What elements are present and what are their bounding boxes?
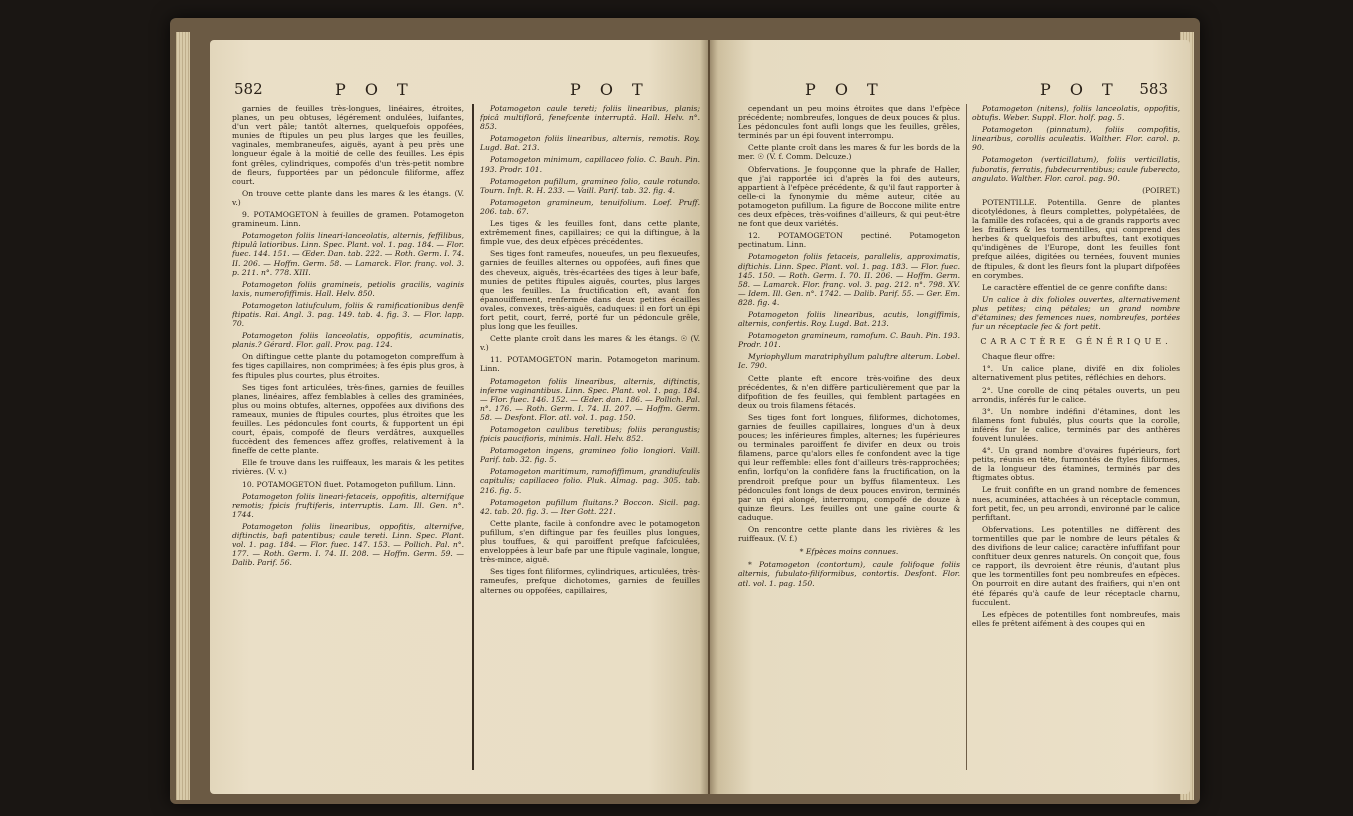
open-book	[170, 18, 1200, 804]
paragraph: Potamogeton pufillum, gramineo folio, caule rotundo. Tourn. Inft. R. H. 233. — Vaill. Parif. tab. 32. fig. 4.	[480, 176, 700, 195]
paragraph: Le caractère effentiel de ce genre confifte dans:	[982, 282, 1168, 292]
paragraph: (POIRET.)	[1142, 185, 1180, 195]
paragraph: Chaque fleur offre:	[982, 352, 1056, 362]
paragraph: Les tiges & les feuilles font, dans cette plante, extrêmement fines, capillaires; ce qui la diftingue, à la fimple vue, des deux efpèces précédentes.	[480, 219, 700, 247]
paragraph: Potamogeton minimum, capillaceo folio. C. Bauh. Pin. 193. Prodr. 101.	[480, 155, 700, 174]
paragraph: Potamogeton foliis linearibus, alternis, diftinctis, inferne vaginantibus. Linn. Spec. Plant. vol. 1. pag. 184. — Flor. fuec. 146. 152. — Œder. dan. 186. — Pollich. Pal. n°. 176. — Roth. Germ. I. 74. II. 207. — Hoffm. Germ. 58. — Desfont. Flor. atl. vol. 1. pag. 150.	[480, 376, 700, 422]
paragraph: * Potamogeton (contortum), caule folifoque foliis alternis, fubulato-filiformibus, contortis. Desfont. Flor. atl. vol. 1. pag. 150.	[738, 560, 960, 588]
paragraph: 4°. Un grand nombre d'ovaires fupérieurs, fort petits, réunis en tête, furmontés de ftyles filiformes, de la longueur des étamines, terminés par des ftigmates obtus.	[972, 446, 1180, 483]
paragraph: Obfervations. Les potentilles ne diffèrent des tormentilles que par le nombre de leurs pétales & des divifions de leur calice; caractère infuffifant pour conftituer deux genres naturels. On conçoit que, fous ce rapport, ils devroient être réunis, d'autant plus que les tormentilles font peu nombreufes en efpèces. On pourroit en dire autant des fraifiers, qui n'en ont été féparés qu'à caufe de leur réceptacle charnu, fucculent.	[972, 524, 1180, 607]
paragraph: * Efpèces moins connues.	[799, 547, 899, 557]
paragraph: Cette plante croît dans les mares & les étangs. ☉ (V. v.)	[480, 334, 700, 353]
right-running-head-1: P O T	[805, 80, 885, 99]
right-column-rule	[966, 104, 967, 770]
paragraph: 9. POTAMOGETON à feuilles de gramen. Potamogeton gramineum. Linn.	[232, 210, 464, 229]
paragraph: Cette plante, facile à confondre avec le potamogeton pufillum, s'en diftingue par fes feuilles plus longues, plus touffues, & qui paroiffent prefque fafciculées, enveloppées à leur bafe par une ftipule vaginale, longue, très-mince, aiguë.	[480, 518, 700, 565]
paragraph: garnies de feuilles très-longues, linéaires, étroites, planes, un peu obtuses, légérement ondulées, luifantes, d'un vert pâle; tantôt alternes, quelquefois oppofées, munies de ftipules un peu plus larges que les feuilles, vaginales, membraneufes, aiguës, ayant à peu près une longueur égale à la moitié de celle des feuilles. Les épis font grêles, cylindriques, compofés d'un très-petit nombre de fleurs, fupportées par un pédoncule filiforme, affez court.	[232, 104, 464, 186]
paragraph: Ses tiges font articulées, très-fines, garnies de feuilles planes, linéaires, affez femblables à celles des graminées, plus ou moins obtufes, alternes, oppofées aux divifions des rameaux, munies de ftipules courtes, plus étroites que les feuilles. Les pédoncules font courts, & fupportent un épi court, épais, compofé de fleurs verdâtres, auxquelles fuccèdent des femences affez groffes, relativement à la fineffe de cette plante.	[232, 382, 464, 456]
paragraph: Potamogeton foliis lineari-lanceolatis, alternis, feffilibus, ftipulâ latioribus. Linn. Spec. Plant. vol. 1. pag. 184. — Flor. fuec. 144. 151. — Œder. Dan. tab. 222. — Roth. Germ. I. 74. II. 206. — Hoffm. Germ. 58. — Lamarck. Flor. franç. vol. 3. p. 211. n°. 778. XIII.	[232, 231, 464, 277]
paragraph: Potamogeton foliis linearibus, alternis, remotis. Roy. Lugd. Bat. 213.	[480, 134, 700, 153]
paragraph: Ses tiges font rameufes, noueufes, un peu flexueufes, garnies de feuilles alternes ou oppofées, aufi fines que des cheveux, aiguës, très-écartées des tiges à leur bafe, munies de petites ftipules aiguës, courtes, plus larges que les feuilles. La fructification eft, avant fon épanouiffement, renfermée dans deux petites écailles ovales, convexes, très-aiguës, caduques: il en fort un épi fort petit, court, ferré, porté fur un pédoncule grêle, plus long que les feuilles.	[480, 249, 700, 332]
paragraph: Potamogeton (pinnatum), foliis compofitis, linearibus, corollis aculeatis. Walther. Flor. carol. p. 90.	[972, 125, 1180, 153]
paragraph: Ses tiges font fort longues, filiformes, dichotomes, garnies de feuilles capillaires, longues d'un à deux pouces; les inférieures fimples, alternes; les fupérieures ou terminales paroiffent fe divifer en deux ou trois filamens, parce qu'alors elles fe confondent avec la tige qui leur reffemble: elles font d'ailleurs très-rapprochées; enfin, lorfqu'on la confidère fans la fructification, on la prendroit prefque pour un byffus filamenteux. Les pédoncules font longs de deux pouces environ, terminés par un épi alongé, interrompu, compofé de douze à quinze fleurs. Les feuilles ont une gaîne courte & caduque.	[738, 412, 960, 522]
left-column-rule	[472, 104, 474, 770]
paragraph: Un calice à dix folioles ouvertes, alternativement plus petites; cinq pétales; un grand nombre d'étamines; des femences nues, nombreufes, portées fur un réceptacle fec & fort petit.	[972, 294, 1180, 332]
paragraph: Potamogeton caulibus teretibus; foliis perangustis; fpicis paucifioris, minimis. Hall. Helv. 852.	[480, 425, 700, 444]
right-page-number: 583	[1139, 80, 1168, 98]
paragraph: Ses tiges font filiformes, cylindriques, articulées, très-rameufes, prefque dichotomes, garnies de feuilles alternes ou oppofées, capillaires,	[480, 567, 700, 595]
left-page-edges	[176, 32, 190, 800]
paragraph: Myriophyllum maratriphyllum paluftre alterum. Lobel. Ic. 790.	[738, 352, 960, 371]
right-running-head-2: P O T	[1040, 80, 1120, 99]
paragraph: Elle fe trouve dans les ruiffeaux, les marais & les petites rivières. (V. v.)	[232, 458, 464, 477]
left-page-number: 582	[234, 80, 263, 98]
paragraph: Potamogeton foliis fetaceis, parallelis, approximatis, diftichis. Linn. Spec. Plant. vol. 1. pag. 183. — Flor. fuec. 145. 150. — Roth. Germ. I. 70. II. 206. — Hoffm. Germ. 58. — Lamarck. Flor. franç. vol. 3. pag. 212. n°. 798. XV. — Idem. Ill. Gen. n°. 1742. — Dalib. Parif. 55. — Ger. Em. 828. fig. 4.	[738, 252, 960, 307]
right-column-1	[738, 104, 960, 774]
left-column-1	[232, 104, 464, 774]
paragraph: 1°. Un calice plane, divifé en dix folioles alternativement plus petites, réfléchies en dehors.	[972, 364, 1180, 383]
paragraph: Potamogeton (nitens), foliis lanceolatis, oppofitis, obtufis. Weber. Suppl. Flor. holf. pag. 5.	[972, 104, 1180, 123]
paragraph: Potamogeton foliis gramineis, petiolis gracilis, vaginis laxis, numerofiffimis. Hall. Helv. 850.	[232, 279, 464, 298]
paragraph: Potamogeton maritimum, ramofiffimum, grandiufculis capitulis; capillaceo folio. Pluk. Almag. pag. 305. tab. 216. fig. 5.	[480, 467, 700, 495]
paragraph: Potamogeton gramineum, ramofum. C. Bauh. Pin. 193. Prodr. 101.	[738, 331, 960, 350]
paragraph: Cette plante croît dans les mares & fur les bords de la mer. ☉ (V. f. Comm. Delcuze.)	[738, 143, 960, 162]
paragraph: Les efpèces de potentilles font nombreufes, mais elles fe prêtent aifément à des coupes qui en	[972, 609, 1180, 628]
paragraph: Le fruit confifte en un grand nombre de femences nues, acuminées, attachées à un réceptacle commun, fort petit, fec, un peu arrondi, environné par le calice perfiftant.	[972, 485, 1180, 522]
paragraph: 12. POTAMOGETON pectiné. Potamogeton pectinatum. Linn.	[738, 231, 960, 250]
right-page	[710, 40, 1190, 794]
left-running-head-2: P O T	[570, 80, 650, 99]
paragraph: Cette plante eft encore très-voifine des deux précédentes, & n'en diffère particulièrement que par la difpofition de fes feuilles, qui femblent partagées en deux ou trois filamens fétacés.	[738, 373, 960, 410]
paragraph: On diftingue cette plante du potamogeton compreffum à fes tiges capillaires, non comprimées; à fes épis plus gros, à fes ftipules plus courtes, plus étroites.	[232, 352, 464, 380]
paragraph: Potamogeton pufillum fluitans.? Boccon. Sicil. pag. 42. tab. 20. fig. 3. — Iter Gott. 221.	[480, 497, 700, 516]
paragraph: cependant un peu moins étroites que dans l'efpèce précédente; nombreufes, longues de deux pouces & plus. Les pédoncules font aufli longs que les feuilles, grêles, terminés par un épi fouvent interrompu.	[738, 104, 960, 141]
paragraph: 2°. Une corolle de cinq pétales ouverts, un peu arrondis, inférés fur le calice.	[972, 385, 1180, 404]
left-running-head-1: P O T	[335, 80, 415, 99]
paragraph: Potamogeton foliis lineari-fetaceis, oppofitis, alternifque remotis; fpicis fruftiferis, interruptis. Lam. Ill. Gen. n°. 1744.	[232, 491, 464, 519]
paragraph: Obfervations. Je foupçonne que la phrafe de Haller, que j'ai rapportée ici d'après la foi des auteurs, appartient à l'efpèce précédente, & qu'il faut rapporter à celle-ci la fynonymie du même auteur, citée au potamogeton pufillum. La figure de Boccone milite entre ces deux efpèces, très-voifines d'ailleurs, & qui peut-être ne font que deux variétés.	[738, 164, 960, 229]
paragraph: 3°. Un nombre indéfini d'étamines, dont les filamens font fubulés, plus courts que la corolle, inférés fur le calice, terminés par des anthères fouvent lunulées.	[972, 406, 1180, 443]
paragraph: 11. POTAMOGETON marin. Potamogeton marinum. Linn.	[480, 355, 700, 374]
paragraph: Potamogeton caule tereti; foliis linearibus, planis; fpicâ multiflorâ, fenefcente interruptâ. Hall. Helv. n°. 853.	[480, 104, 700, 132]
paragraph: Potamogeton ingens, gramineo folio longiori. Vaill. Parif. tab. 32. fig. 5.	[480, 446, 700, 465]
paragraph: Potamogeton (verticillatum), foliis verticillatis, fuboratis, ferratis, fubdecurrentibus; caule fuberecto, angulato. Walther. Flor. carol. pag. 90.	[972, 155, 1180, 183]
paragraph: Potamogeton gramineum, tenuifolium. Loef. Pruff. 206. tab. 67.	[480, 197, 700, 216]
paragraph: Potamogeton foliis linearibus, acutis, longiffimis, alternis, confertis. Roy. Lugd. Bat. 213.	[738, 309, 960, 329]
paragraph: Potamogeton latiufculum, foliis & ramificationibus denfè ftipatis. Rai. Angl. 3. pag. 149. tab. 4. fig. 3. — Flor. lapp. 70.	[232, 300, 464, 329]
left-column-2	[480, 104, 700, 774]
book-gutter	[700, 40, 718, 794]
paragraph: On trouve cette plante dans les mares & les étangs. (V. v.)	[232, 188, 464, 207]
paragraph: 10. POTAMOGETON fluet. Potamogeton pufillum. Linn.	[242, 479, 456, 489]
right-column-2	[972, 104, 1180, 774]
paragraph: POTENTILLE. Potentilla. Genre de plantes dicotylédones, à fleurs complettes, polypétalées, de la famille des rofacées, qui a de grands rapports avec les fraifiers & les tormentilles, qui comprend des herbes & quelquefois des arbuftes, tant exotiques qu'indigènes de l'Europe, dont les feuilles font prefque ailées, digitées ou ternées, fouvent munies de ftipules, & dont les fleurs font la plupart difpofées en corymbes.	[972, 197, 1180, 280]
left-page	[210, 40, 708, 794]
paragraph: CARACTÈRE GÉNÉRIQUE.	[980, 337, 1172, 347]
paragraph: Potamogeton foliis lanceolatis, oppofitis, acuminatis, planis.? Gérard. Flor. gall. Prov. pag. 124.	[232, 331, 464, 350]
paragraph: Potamogeton foliis linearibus, oppofitis, alternifve, diftinctis, bafi patentibus; caule tereti. Linn. Spec. Plant. vol. 1. pag. 184. — Flor. fuec. 147. 153. — Pollich. Pal. n°. 177. — Roth. Germ. I. 74. II. 208. — Hoffm. Germ. 59. — Dalib. Parif. 56.	[232, 521, 464, 568]
paragraph: On rencontre cette plante dans les rivières & les ruiffeaux. (V. f.)	[738, 525, 960, 544]
